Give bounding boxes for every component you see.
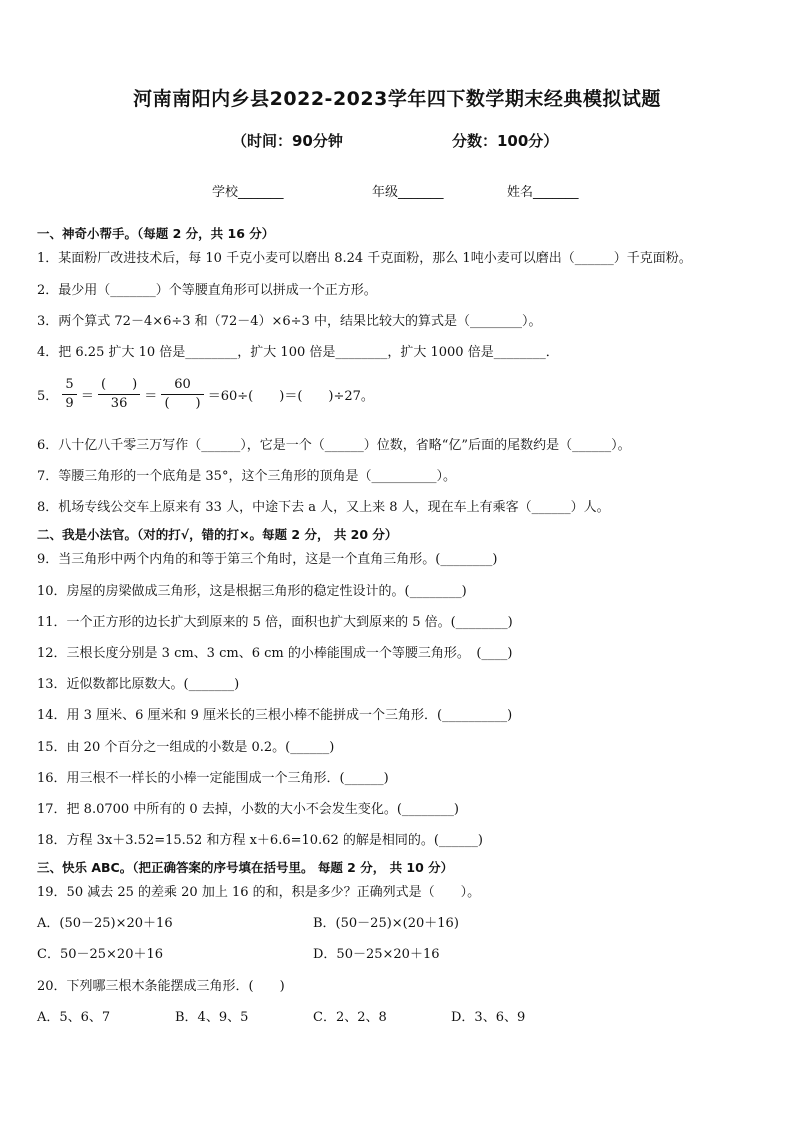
q20-option-c: C．2、2、8 bbox=[313, 1010, 387, 1025]
fraction-2-denominator: 36 bbox=[110, 396, 128, 411]
question-17: 17．把 8.0700 中所有的 0 去掉，小数的大小不会发生变化。(________) bbox=[37, 802, 459, 817]
q19-option-c: C．50－25×20＋16 bbox=[37, 947, 164, 962]
q19-option-b: B．(50－25)×(20＋16) bbox=[313, 916, 459, 931]
question-5 bbox=[37, 376, 374, 413]
q20-option-d: D．3、6、9 bbox=[451, 1010, 526, 1025]
exam-time: （时间：90分钟 bbox=[232, 132, 343, 150]
q20-option-b: B．4、9、5 bbox=[175, 1010, 249, 1025]
fraction-blank-36 bbox=[98, 376, 140, 413]
question-19: 19．50 减去 25 的差乘 20 加上 16 的和，积是多少？正确列式是（ ）。 bbox=[37, 885, 481, 900]
question-20: 20．下列哪三根木条能摆成三角形．( ) bbox=[37, 979, 285, 994]
question-11: 11．一个正方形的边长扩大到原来的 5 倍，面积也扩大到原来的 5 倍。(________) bbox=[37, 615, 513, 630]
exam-score: 分数：100分） bbox=[452, 132, 559, 150]
equals-sign: ＝ bbox=[144, 389, 158, 404]
fraction-60-blank bbox=[161, 376, 203, 413]
school-field: 学校_______ bbox=[212, 185, 284, 200]
grade-field: 年级_______ bbox=[372, 185, 444, 200]
question-1: 1．某面粉厂改进技术后，每 10 千克小麦可以磨出 8.24 千克面粉，那么 1吨小麦可以磨出（______）千克面粉。 bbox=[37, 251, 692, 266]
question-12: 12．三根长度分别是 3 cm、3 cm、6 cm 的小棒能围成一个等腰三角形。 (____) bbox=[37, 646, 513, 661]
question-4: 4．把 6.25 扩大 10 倍是________，扩大 100 倍是________，扩大 1000 倍是________． bbox=[37, 345, 559, 360]
fraction-5-9 bbox=[62, 376, 76, 413]
fraction-3-numerator: 60 bbox=[161, 376, 203, 395]
question-8: 8．机场专线公交车上原来有 33 人，中途下去 a 人，又上来 8 人，现在车上有乘客（______）人。 bbox=[37, 500, 610, 515]
fraction-3-denominator: ( ) bbox=[164, 396, 201, 411]
question-6: 6．八十亿八千零三万写作（______），它是一个（______）位数，省略“亿”后面的尾数约是（______）。 bbox=[37, 438, 631, 453]
section-3-heading: 三、快乐 ABC。（把正确答案的序号填在括号里。 每题 2 分， 共 10 分） bbox=[37, 860, 454, 875]
q19-option-a: A．(50－25)×20＋16 bbox=[37, 916, 173, 931]
question-15: 15．由 20 个百分之一组成的小数是 0.2。(______) bbox=[37, 740, 335, 755]
section-2-heading: 二、我是小法官。（对的打√，错的打×。每题 2 分， 共 20 分） bbox=[37, 527, 398, 542]
page-title: 河南南阳内乡县2022-2023学年四下数学期末经典模拟试题 bbox=[133, 88, 661, 110]
fraction-1-denominator: 9 bbox=[65, 396, 74, 411]
question-18: 18．方程 3x＋3.52=15.52 和方程 x＋6.6=10.62 的解是相同的。(______) bbox=[37, 833, 483, 848]
fraction-1-numerator: 5 bbox=[62, 376, 76, 395]
question-3: 3．两个算式 72－4×6÷3 和（72－4）×6÷3 中，结果比较大的算式是（________）。 bbox=[37, 314, 542, 329]
fraction-2-numerator: ( ) bbox=[98, 376, 140, 395]
question-10: 10．房屋的房梁做成三角形，这是根据三角形的稳定性设计的。(________) bbox=[37, 584, 467, 599]
question-13: 13．近似数都比原数大。(_______) bbox=[37, 677, 240, 692]
question-5-rest: ＝60÷( )＝( )÷27。 bbox=[207, 389, 374, 404]
q19-option-d: D．50－25×20＋16 bbox=[313, 947, 440, 962]
name-field: 姓名_______ bbox=[507, 185, 579, 200]
section-1-heading: 一、神奇小帮手。（每题 2 分，共 16 分） bbox=[37, 226, 275, 241]
question-16: 16．用三根不一样长的小棒一定能围成一个三角形．(______) bbox=[37, 771, 389, 786]
question-5-prefix: 5． bbox=[37, 389, 59, 404]
question-14: 14．用 3 厘米、6 厘米和 9 厘米长的三根小棒不能拼成一个三角形．(__________) bbox=[37, 708, 513, 723]
q20-option-a: A．5、6、7 bbox=[37, 1010, 111, 1025]
question-9: 9．当三角形中两个内角的和等于第三个角时，这是一个直角三角形。(________) bbox=[37, 552, 498, 567]
question-7: 7．等腰三角形的一个底角是 35°，这个三角形的顶角是（__________）。 bbox=[37, 469, 456, 484]
question-2: 2．最少用（_______）个等腰直角形可以拼成一个正方形。 bbox=[37, 283, 377, 298]
equals-sign: ＝ bbox=[80, 389, 94, 404]
